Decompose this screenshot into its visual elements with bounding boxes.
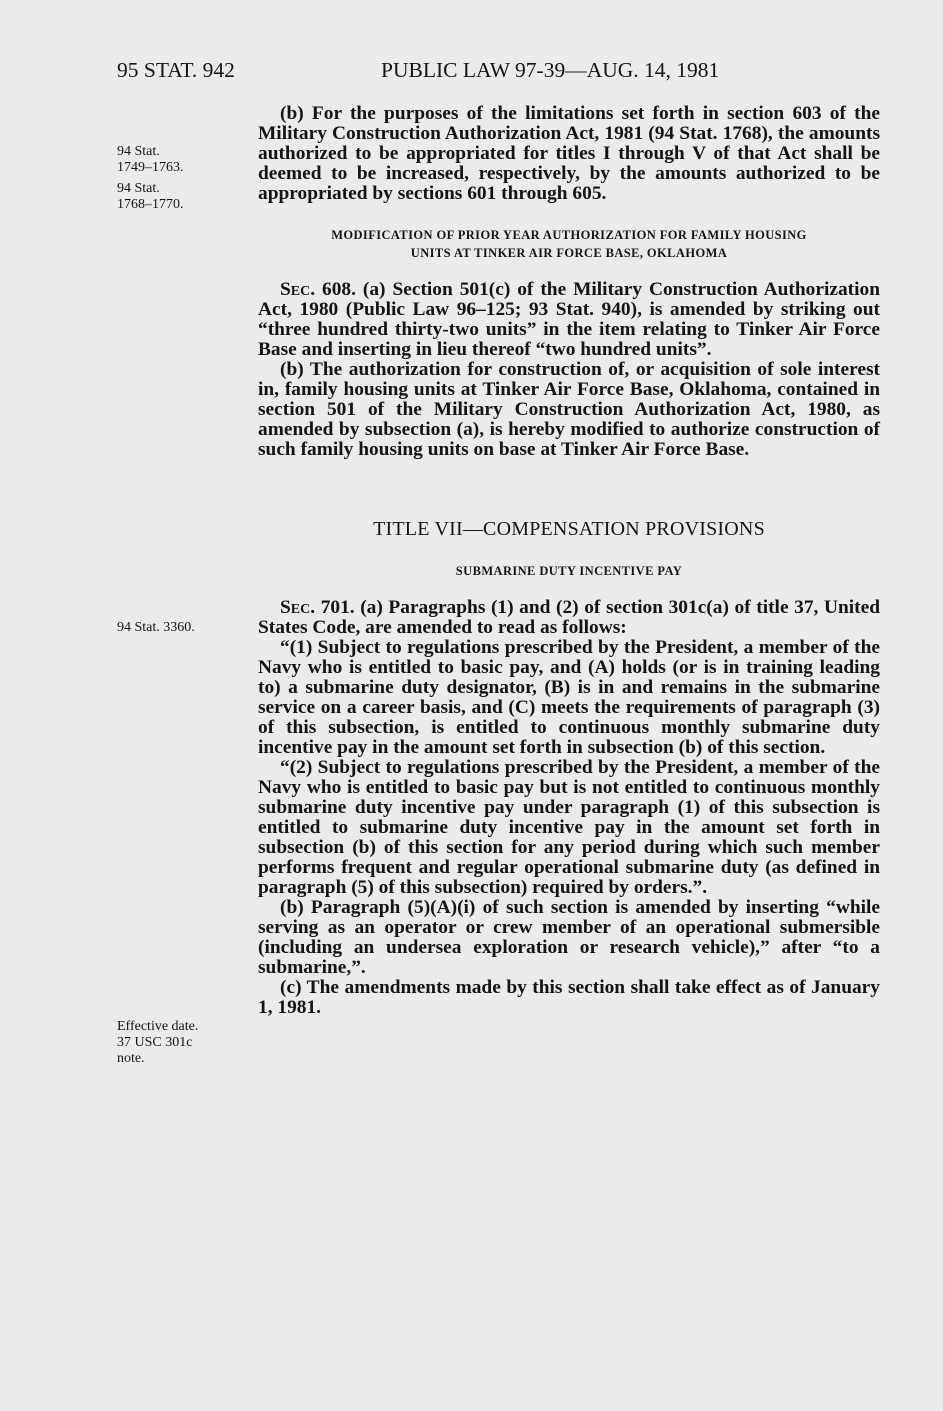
section-701 [258,598,880,1018]
margin-note-94-stat-1768: 94 Stat. 1768–1770. [117,181,184,212]
submarine-pay-heading: SUBMARINE DUTY INCENTIVE PAY [455,564,683,578]
section-label: Sec. [280,597,316,618]
page-title: PUBLIC LAW 97-39—AUG. 14, 1981 [381,58,720,82]
margin-note-94-stat-3360: 94 Stat. 3360. [117,620,195,635]
section-701-a: Sec. 701. (a) Paragraphs (1) and (2) of section 301c(a) of title 37, United States Code, are amended to read as follows: [258,597,880,638]
page-header [117,53,880,87]
quoted-paragraph-1: “(1) Subject to regulations prescribed by the President, a member of the Navy who is entitled to basic pay, and (A) holds (or is in training leading to) a submarine duty designator, (B) is in and remains in the submarine service on a career basis, and (C) meets the requirements of paragraph (3) of this subsection, is entitled to continuous monthly submarine duty incentive pay in the amount set forth in subsection (b) of this section. [258,637,880,758]
margin-note-effective-date: Effective date. 37 USC 301c note. [117,1019,199,1066]
page-reference: 95 STAT. 942 [117,58,235,82]
section-701-c: (c) The amendments made by this section shall take effect as of January 1, 1981. [258,977,880,1018]
section-label: Sec. [280,279,316,300]
section-608-b: (b) The authorization for construction of, or acquisition of sole interest in, family housing units at Tinker Air Force Base, Oklahoma, contained in section 501 of the Military Construction Authorization Act, 1980, as amended by subsection (a), is hereby modified to authorize construction of such family housing units on base at Tinker Air Force Base. [258,359,880,460]
quoted-paragraph-2: “(2) Subject to regulations prescribed by the President, a member of the Navy who is entitled to basic pay but is not entitled to continuous monthly submarine duty incentive pay under paragraph (1) of this subsection is entitled to submarine duty incentive pay in the amount set forth in subsection (b) of this section for any period during which such member performs frequent and regular operational submarine duty (as defined in paragraph (5) of this subsection) required by orders.”. [258,757,880,898]
section-608 [258,280,880,460]
section-608-heading: MODIFICATION OF PRIOR YEAR AUTHORIZATION FOR FAMILY HOUSING UNITS AT TINKER AIR FORCE BASE, OKLAHOMA [331,228,807,260]
title-vii-heading: TITLE VII—COMPENSATION PROVISIONS [373,518,765,540]
paragraph-text: (b) For the purposes of the limitations set forth in section 603 of the Military Construction Authorization Act, 1981 (94 Stat. 1768), the amounts authorized to be appropriated for titles I through V of that Act shall be deemed to be increased, respectively, by the amounts authorized to be appropriated by sections 601 through 605. [258,103,880,204]
paragraph-b-limitations [258,104,880,204]
section-701-b: (b) Paragraph (5)(A)(i) of such section is amended by inserting “while serving as an operator or crew member of an operational submersible (including an undersea exploration or research vehicle),” after “to a submarine,”. [258,897,880,978]
margin-note-94-stat-1749: 94 Stat. 1749–1763. [117,144,184,175]
section-608-a: Sec. 608. (a) Section 501(c) of the Military Construction Authorization Act, 1980 (Public Law 96–125; 93 Stat. 940), is amended by striking out “three hundred thirty-two units” in the item relating to Tinker Air Force Base and inserting in lieu thereof “two hundred units”. [258,279,880,360]
